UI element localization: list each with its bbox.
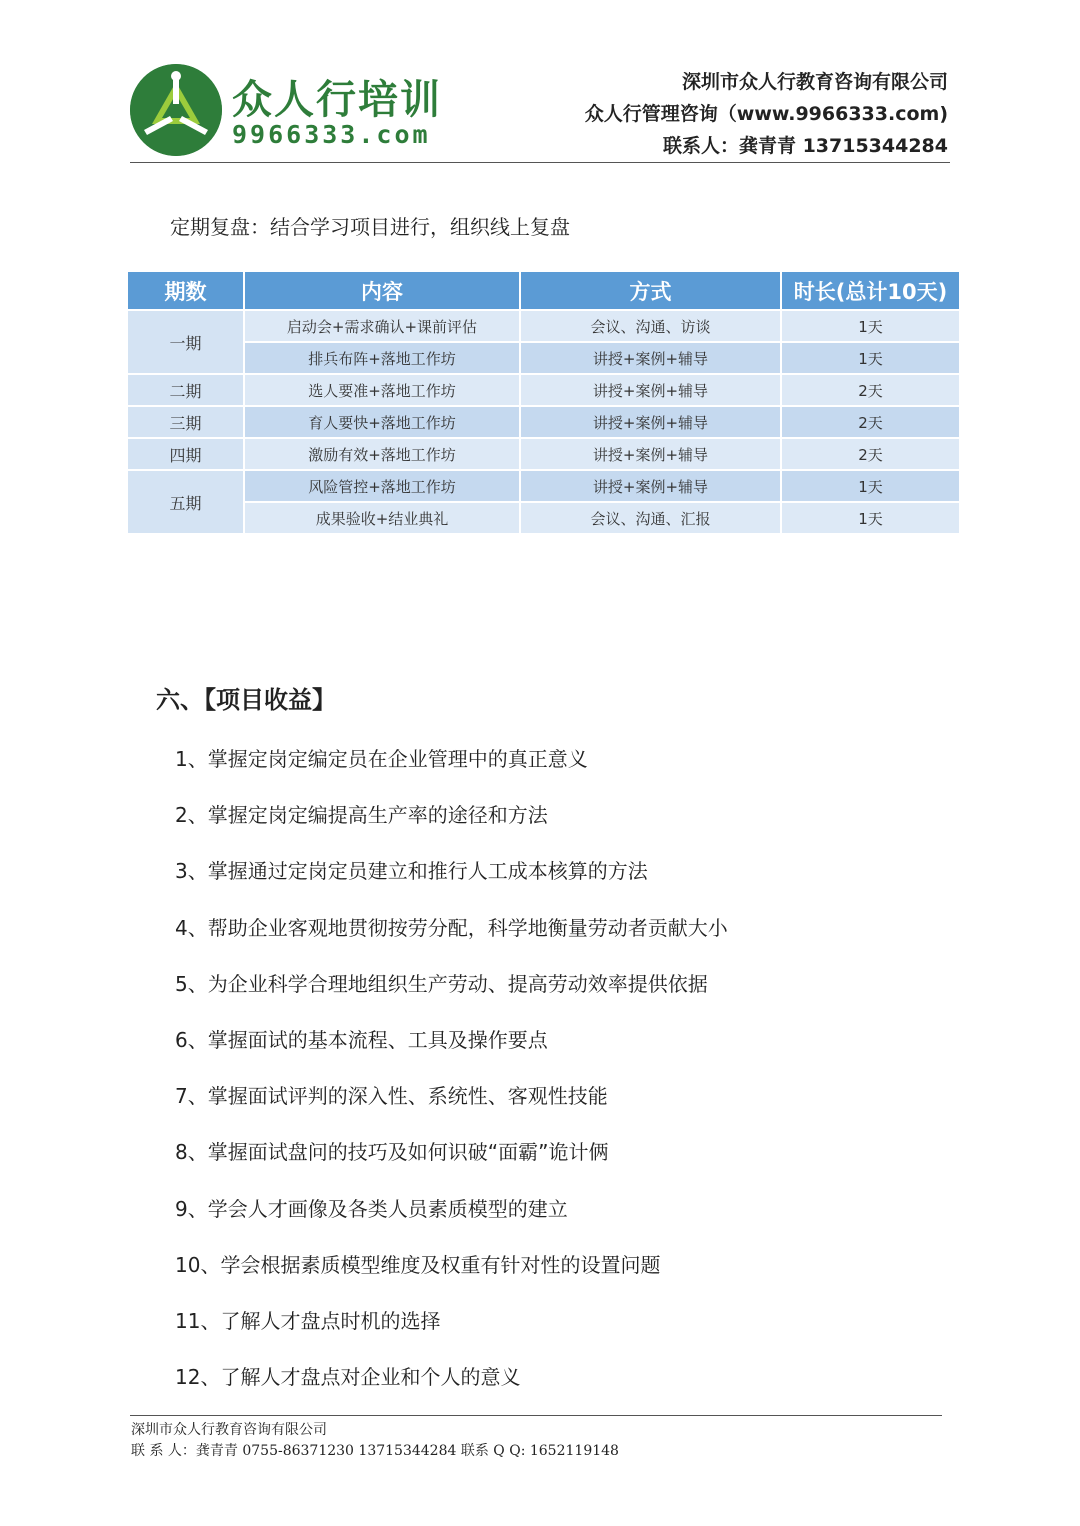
method-cell: 讲授+案例+辅导 [520, 342, 781, 374]
list-item: 12、了解人才盘点对企业和个人的意义 [175, 1365, 521, 1390]
duration-cell: 2天 [781, 406, 960, 438]
contact-person: 联系人：龚青青 13715344284 [662, 135, 948, 157]
logo-emblem-icon [130, 64, 222, 156]
period-cell: 三期 [127, 406, 244, 438]
schedule-table [126, 270, 961, 535]
content-cell: 育人要快+落地工作坊 [244, 406, 520, 438]
company-info [585, 66, 948, 162]
logo-name: 众人行培训 [232, 77, 442, 123]
content-cell: 风险管控+落地工作坊 [244, 470, 520, 502]
method-cell: 会议、沟通、汇报 [520, 502, 781, 534]
table-row [127, 310, 960, 342]
method-cell: 讲授+案例+辅导 [520, 470, 781, 502]
intro-text: 定期复盘：结合学习项目进行，组织线上复盘 [170, 215, 570, 239]
method-cell: 会议、沟通、访谈 [520, 310, 781, 342]
list-item: 7、掌握面试评判的深入性、系统性、客观性技能 [175, 1084, 608, 1109]
list-item: 4、帮助企业客观地贯彻按劳分配，科学地衡量劳动者贡献大小 [175, 915, 728, 940]
method-cell: 讲授+案例+辅导 [520, 374, 781, 406]
list-item: 3、掌握通过定岗定员建立和推行人工成本核算的方法 [175, 859, 648, 884]
content-cell: 选人要准+落地工作坊 [244, 374, 520, 406]
table-row [127, 374, 960, 406]
company-logo [130, 64, 442, 160]
duration-cell: 1天 [781, 342, 960, 374]
period-cell: 一期 [127, 310, 244, 374]
table-row [127, 502, 960, 534]
table-row [127, 342, 960, 374]
table-row [127, 438, 960, 470]
duration-cell: 2天 [781, 374, 960, 406]
footer-contact: 联 系 人：龚青青 0755-86371230 13715344284 联系 Q Q: 1652119148 [131, 1443, 619, 1459]
list-item: 1、掌握定岗定编定员在企业管理中的真正意义 [175, 747, 588, 771]
content-cell: 成果验收+结业典礼 [244, 502, 520, 534]
table-header-row [127, 271, 960, 310]
content-cell: 激励有效+落地工作坊 [244, 438, 520, 470]
period-cell: 二期 [127, 374, 244, 406]
footer-divider [130, 1415, 942, 1416]
header-method: 方式 [520, 271, 781, 310]
consulting-site: 众人行管理咨询（www.9966333.com) [584, 103, 948, 125]
duration-cell: 1天 [781, 502, 960, 534]
method-cell: 讲授+案例+辅导 [520, 406, 781, 438]
list-item: 9、学会人才画像及各类人员素质模型的建立 [175, 1196, 568, 1221]
section-title: 六、【项目收益】 [156, 686, 336, 714]
list-item: 5、为企业科学合理地组织生产劳动、提高劳动效率提供依据 [175, 971, 708, 996]
list-item: 8、掌握面试盘问的技巧及如何识破“面霸”诡计俩 [175, 1140, 609, 1165]
header-content: 内容 [244, 271, 520, 310]
content-cell: 启动会+需求确认+课前评估 [244, 310, 520, 342]
list-item: 6、掌握面试的基本流程、工具及操作要点 [175, 1027, 548, 1052]
method-cell: 讲授+案例+辅导 [520, 438, 781, 470]
list-item: 11、了解人才盘点时机的选择 [175, 1308, 441, 1333]
footer-company: 深圳市众人行教育咨询有限公司 [131, 1422, 327, 1438]
list-item: 2、掌握定岗定编提高生产率的途径和方法 [175, 803, 548, 828]
duration-cell: 1天 [781, 310, 960, 342]
content-cell: 排兵布阵+落地工作坊 [244, 342, 520, 374]
duration-cell: 2天 [781, 438, 960, 470]
list-item: 10、学会根据素质模型维度及权重有针对性的设置问题 [175, 1252, 661, 1277]
header-period: 期数 [127, 271, 244, 310]
period-cell: 四期 [127, 438, 244, 470]
header-duration: 时长(总计10天) [781, 271, 960, 310]
table-row [127, 406, 960, 438]
benefits-list [175, 742, 728, 1416]
company-name: 深圳市众人行教育咨询有限公司 [681, 71, 948, 93]
table-row [127, 470, 960, 502]
period-cell: 五期 [127, 470, 244, 534]
logo-site: 9966333.com [232, 120, 431, 149]
duration-cell: 1天 [781, 470, 960, 502]
header-divider [130, 162, 950, 163]
